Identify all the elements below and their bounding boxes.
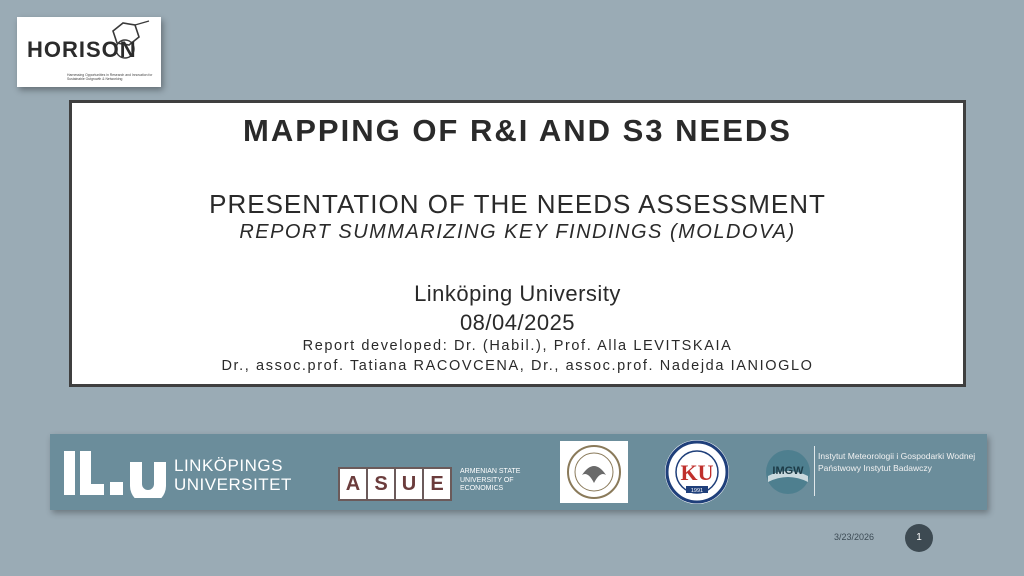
page-number: 1 <box>905 524 933 552</box>
asue-letter: E <box>424 469 450 499</box>
liu-logo-icon <box>62 448 166 498</box>
seal-emblem-icon <box>560 441 628 503</box>
comrat-university-seal-icon <box>657 438 737 506</box>
imgw-name: Instytut Meteorologii i Gospodarki Wodnej Państwowy Instytut Badawczy <box>818 451 976 473</box>
authors-line-2: Dr., assoc.prof. Tatiana RACOVCENA, Dr., assoc.prof. Nadejda IANIOGLO <box>221 358 814 374</box>
asue-letter: A <box>340 469 368 499</box>
imgw-divider <box>814 446 815 496</box>
imgw-abbreviation: IMGW <box>772 465 804 477</box>
asue-name: ARMENIAN STATE UNIVERSITY OF ECONOMICS <box>460 468 521 492</box>
asue-logo <box>338 467 452 501</box>
partner-logos-bar <box>50 434 987 510</box>
footer-date: 3/23/2026 <box>834 532 875 542</box>
title-box <box>69 100 966 387</box>
kdu-year: 1991 <box>690 488 704 494</box>
horison-logo <box>17 17 161 87</box>
university-name: Linköping University <box>414 281 621 306</box>
kdu-letters: KU <box>680 460 714 485</box>
asue-letter: U <box>396 469 424 499</box>
imgw-logo-icon <box>762 446 814 498</box>
university-seal-logo <box>560 441 628 503</box>
asue-letter: S <box>368 469 396 499</box>
subtitle: PRESENTATION OF THE NEEDS ASSESSMENT <box>209 189 826 219</box>
liu-name: LINKÖPINGS UNIVERSITET <box>174 456 292 494</box>
report-summary-title: REPORT SUMMARIZING KEY FINDINGS (MOLDOVA) <box>239 221 796 243</box>
authors-line-1: Report developed: Dr. (Habil.), Prof. Alla LEVITSKAIA <box>302 338 733 354</box>
horison-tagline: Harnessing Opportunities in Research and Innovation for Sustainable Outgrowth & Networking <box>67 73 153 81</box>
horison-wordmark: HORISON <box>27 37 137 62</box>
presentation-date: 08/04/2025 <box>459 310 576 335</box>
main-title: MAPPING OF R&I AND S3 NEEDS <box>243 113 792 148</box>
